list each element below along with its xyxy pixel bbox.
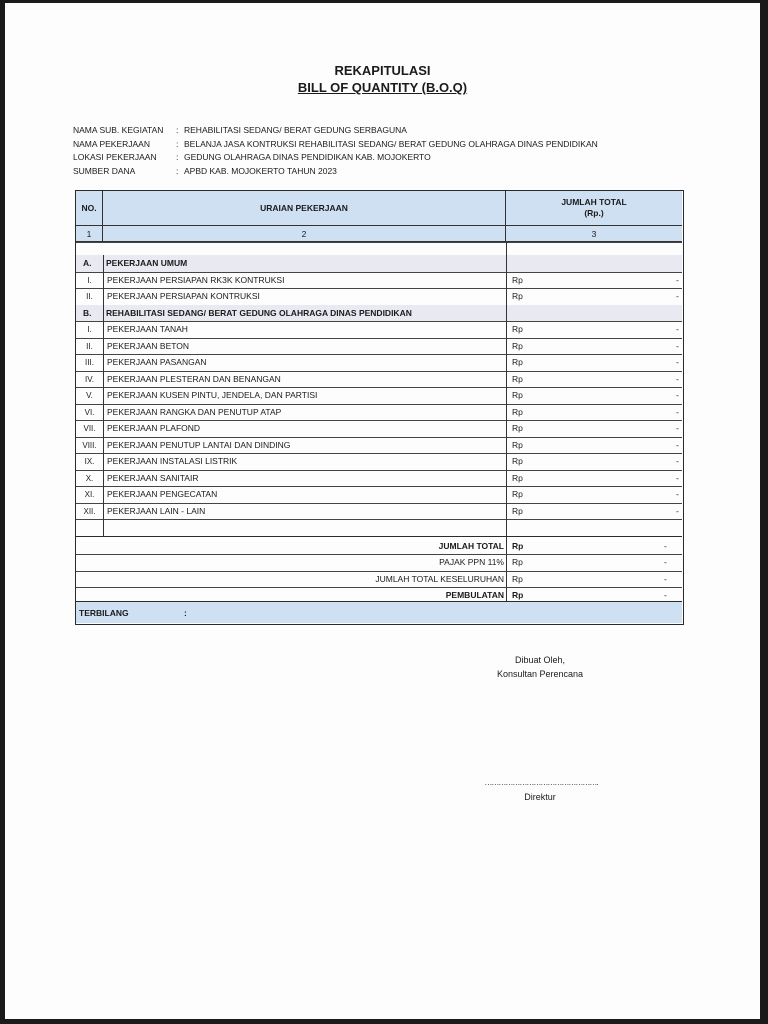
- row-description: PEKERJAAN BETON: [107, 340, 190, 351]
- total-currency: Rp: [512, 540, 524, 551]
- table-row: [76, 354, 682, 371]
- total-label: JUMLAH TOTAL KESELURUHAN: [375, 573, 504, 584]
- signature-line: ………………………………………….: [484, 778, 598, 787]
- row-value: -: [676, 439, 679, 450]
- row-currency: Rp: [512, 274, 523, 285]
- row-currency: Rp: [512, 291, 523, 301]
- terbilang-row: [76, 601, 682, 623]
- row-currency: Rp: [512, 340, 523, 351]
- signature-role: Direktur: [524, 792, 556, 802]
- row-description: PEKERJAAN PASANGAN: [107, 357, 207, 367]
- header-no: NO.: [76, 191, 103, 226]
- row-currency: Rp: [512, 505, 523, 516]
- terbilang-label: TERBILANG: [79, 608, 129, 618]
- row-description: PEKERJAAN PLAFOND: [107, 423, 201, 433]
- row-value: -: [676, 373, 679, 384]
- row-value: -: [676, 505, 679, 516]
- row-description: PEKERJAAN PERSIAPAN RK3K KONTRUKSI: [107, 274, 285, 285]
- row-number: V.: [86, 391, 93, 400]
- row-number: VII.: [83, 424, 96, 433]
- row-value: -: [676, 406, 679, 417]
- row-currency: Rp: [512, 423, 523, 433]
- row-number: II.: [86, 292, 93, 301]
- colnum-1: 1: [76, 226, 103, 242]
- row-number: XII.: [83, 506, 96, 516]
- row-value: -: [676, 390, 679, 400]
- total-label: PAJAK PPN 11%: [439, 557, 504, 567]
- table-row: [76, 470, 682, 487]
- total-currency: Rp: [512, 590, 524, 600]
- info-row: SUMBER DANA : APBD KAB. MOJOKERTO TAHUN 2023: [73, 165, 337, 176]
- section-row: [76, 255, 682, 272]
- row-number: VI.: [84, 407, 95, 417]
- section-title: REHABILITASI SEDANG/ BERAT GEDUNG OLAHRAGA DINAS PENDIDIKAN: [106, 307, 412, 318]
- row-description: PEKERJAAN PERSIAPAN KONTRUKSI: [107, 291, 260, 301]
- info-row: LOKASI PEKERJAAN : GEDUNG OLAHRAGA DINAS PENDIDIKAN KAB. MOJOKERTO: [73, 152, 431, 162]
- row-description: PEKERJAAN PENUTUP LANTAI DAN DINDING: [107, 439, 291, 450]
- table-row: [76, 453, 682, 470]
- row-description: PEKERJAAN INSTALASI LISTRIK: [107, 456, 238, 466]
- row-number: IX.: [84, 457, 95, 466]
- row-number: I.: [87, 325, 92, 334]
- row-number: I.: [87, 275, 92, 285]
- section-row: [76, 305, 682, 322]
- total-row: [76, 571, 682, 588]
- info-row: NAMA PEKERJAAN : BELANJA JASA KONTRUKSI REHABILITASI SEDANG/ BERAT GEDUNG OLAHRAGA DINAS PENDIDIKAN: [73, 138, 598, 149]
- row-number: III.: [85, 358, 94, 367]
- row-number: II.: [86, 341, 93, 351]
- table-row: [76, 404, 682, 421]
- row-description: PEKERJAAN PLESTERAN DAN BENANGAN: [107, 373, 281, 384]
- total-value: -: [664, 590, 667, 600]
- row-description: PEKERJAAN RANGKA DAN PENUTUP ATAP: [107, 406, 282, 417]
- row-currency: Rp: [512, 406, 523, 417]
- row-number: IV.: [84, 374, 95, 384]
- total-row: [76, 554, 682, 571]
- row-value: -: [676, 489, 679, 499]
- row-value: -: [676, 423, 679, 433]
- boq-table: [75, 190, 684, 625]
- row-description: PEKERJAAN PENGECATAN: [107, 489, 218, 499]
- total-value: -: [664, 557, 667, 567]
- row-description: PEKERJAAN TANAH: [107, 324, 188, 334]
- section-title: PEKERJAAN UMUM: [106, 258, 188, 268]
- row-currency: Rp: [512, 472, 523, 483]
- document-title: REKAPITULASI: [334, 63, 431, 78]
- header-jumlah: JUMLAH TOTAL (Rp.): [506, 191, 682, 226]
- table-row: [76, 272, 682, 289]
- row-currency: Rp: [512, 489, 523, 499]
- row-value: -: [676, 472, 679, 483]
- table-row: [76, 420, 682, 437]
- row-value: -: [676, 340, 679, 351]
- total-value: -: [664, 540, 667, 551]
- row-value: -: [676, 324, 679, 334]
- row-value: -: [676, 456, 679, 466]
- table-row: [76, 503, 682, 520]
- table-row: [76, 387, 682, 404]
- table-row: [76, 486, 682, 503]
- table-row: [76, 338, 682, 355]
- section-code: A.: [83, 258, 92, 268]
- table-row: [76, 288, 682, 305]
- consultant: Konsultan Perencana: [496, 669, 584, 679]
- row-value: -: [676, 357, 679, 367]
- section-code: B.: [83, 307, 92, 318]
- made-by: Dibuat Oleh,: [514, 655, 566, 665]
- row-description: PEKERJAAN SANITAIR: [107, 472, 199, 483]
- colnum-3: 3: [506, 226, 682, 242]
- total-label: PEMBULATAN: [445, 590, 504, 600]
- row-value: -: [676, 291, 679, 301]
- total-currency: Rp: [512, 557, 523, 567]
- document-subtitle: BILL OF QUANTITY (B.O.Q): [297, 80, 468, 95]
- row-value: -: [676, 274, 679, 285]
- terbilang-colon: :: [184, 608, 187, 618]
- table-row: [76, 321, 682, 338]
- total-row: [76, 538, 682, 555]
- row-currency: Rp: [512, 439, 523, 450]
- row-currency: Rp: [512, 373, 523, 384]
- row-number: VIII.: [82, 440, 97, 450]
- total-value: -: [664, 573, 667, 584]
- row-currency: Rp: [512, 456, 523, 466]
- row-description: PEKERJAAN LAIN - LAIN: [107, 505, 206, 516]
- project-info: [73, 124, 598, 178]
- row-number: X.: [85, 473, 94, 483]
- row-currency: Rp: [512, 390, 523, 400]
- colnum-2: 2: [103, 226, 506, 242]
- total-label: JUMLAH TOTAL: [438, 540, 504, 551]
- document-page: [5, 3, 760, 1019]
- table-row: [76, 371, 682, 388]
- row-number: XI.: [84, 490, 95, 499]
- table-row: [76, 437, 682, 454]
- row-currency: Rp: [512, 324, 523, 334]
- info-row: NAMA SUB. KEGIATAN : REHABILITASI SEDANG/ BERAT GEDUNG SERBAGUNA: [73, 125, 407, 135]
- row-description: PEKERJAAN KUSEN PINTU, JENDELA, DAN PARTISI: [107, 390, 318, 400]
- header-uraian: URAIAN PEKERJAAN: [103, 191, 506, 226]
- row-currency: Rp: [512, 357, 523, 367]
- total-currency: Rp: [512, 573, 523, 584]
